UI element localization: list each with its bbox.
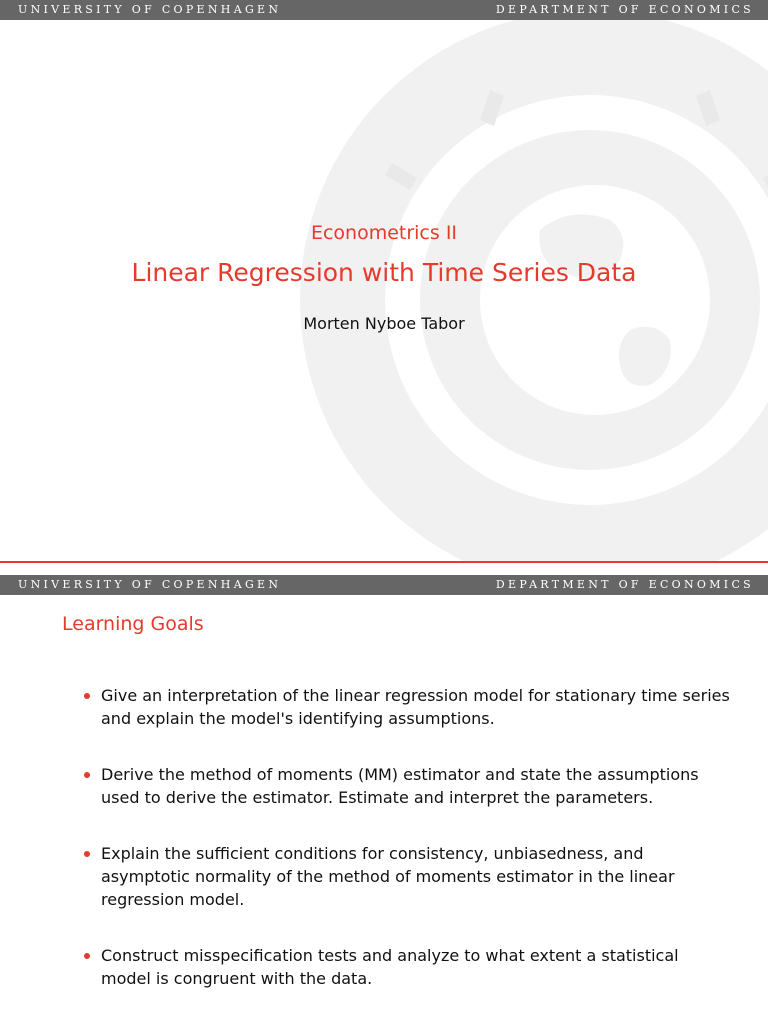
presentation-title: Linear Regression with Time Series Data — [131, 258, 637, 287]
goal-text: Give an interpretation of the linear regression model for stationary time series and explain the model's identifying assumptions. — [101, 686, 730, 728]
author-name: Morten Nyboe Tabor — [303, 314, 465, 333]
slide-header — [0, 0, 768, 20]
header-university: UNIVERSITY OF COPENHAGEN — [18, 3, 282, 16]
bullet-icon — [84, 772, 90, 778]
slide-header — [0, 575, 768, 595]
header-university: UNIVERSITY OF COPENHAGEN — [18, 578, 282, 591]
learning-goals-slide — [0, 575, 768, 1024]
goal-text: Derive the method of moments (MM) estimator and state the assumptions used to derive the estimator. Estimate and interpret the parameters. — [101, 765, 699, 807]
goal-text: Explain the sufficient conditions for consistency, unbiasedness, and asymptotic normality of the method of moments estimator in the linear regression model. — [101, 844, 675, 909]
footer-rule — [0, 561, 768, 563]
list-item — [82, 944, 732, 990]
goal-text: Construct misspecification tests and analyze to what extent a statistical model is congruent with the data. — [101, 946, 679, 988]
section-title: Learning Goals — [62, 613, 204, 635]
header-department: DEPARTMENT OF ECONOMICS — [495, 3, 754, 16]
slide-gap — [0, 563, 768, 575]
list-item — [82, 842, 732, 911]
bullet-icon — [84, 953, 90, 959]
bullet-icon — [84, 851, 90, 857]
list-item — [82, 684, 732, 730]
course-name: Econometrics II — [310, 222, 458, 244]
bullet-icon — [84, 693, 90, 699]
list-item — [82, 763, 732, 809]
header-department: DEPARTMENT OF ECONOMICS — [495, 578, 754, 591]
